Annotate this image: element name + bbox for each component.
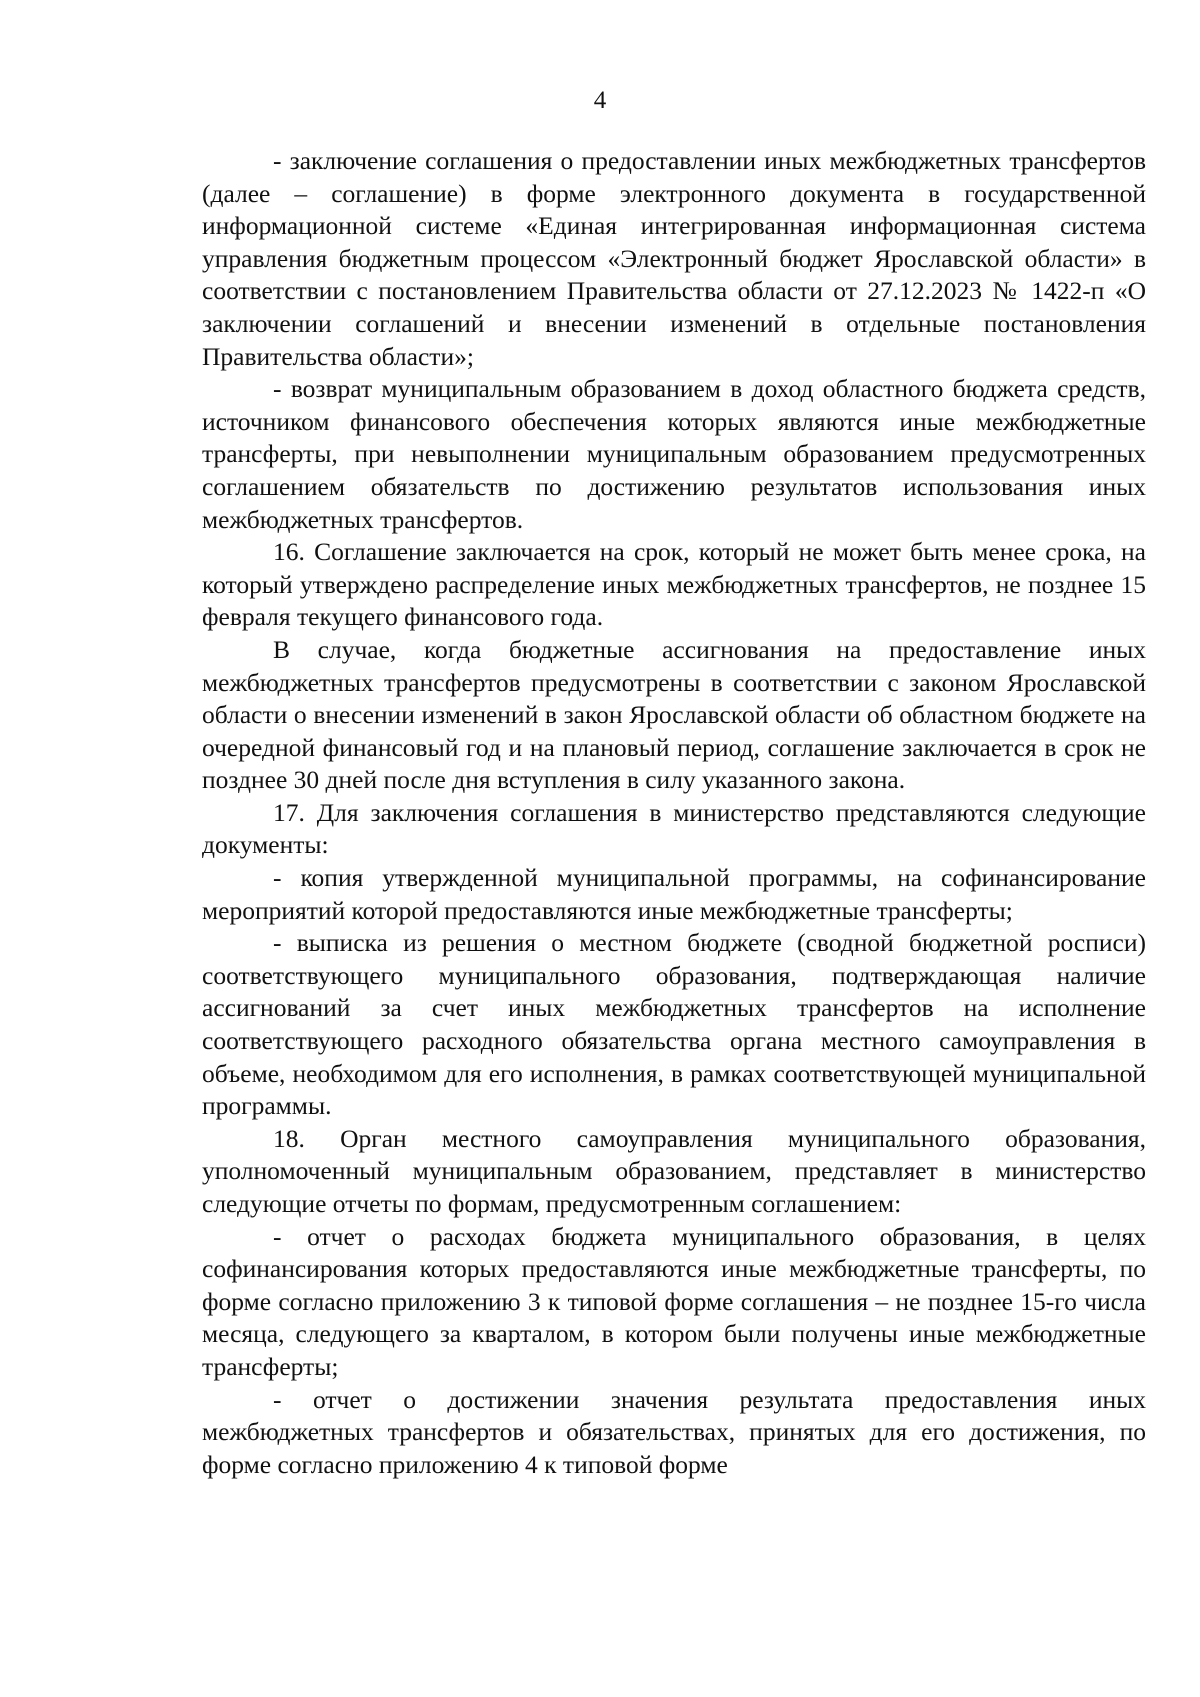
paragraph-result-report: - отчет о достижении значения результата предоставления иных межбюджетных трансфертов и обязательствах, принятых для его достижения, по форме согласно приложению 4 к типовой форме (202, 1384, 1146, 1479)
page-number: 4 (593, 87, 607, 114)
paragraph-budget-extract: - выписка из решения о местном бюджете (сводной бюджетной росписи) соответствующего муниципального образования, подтверждающая наличие ассигнований за счет иных межбюджетных трансфертов на исполнение соответствующего расходного обязательства органа местного самоуправления в объеме, необходимом для его исполнения, в рамках соответствующей муниципальной программы. (202, 928, 1146, 1121)
paragraph-budget-allocation-case: В случае, когда бюджетные ассигнования на предоставление иных межбюджетных трансфертов предусмотрены в соответствии с законом Ярославской области о внесении изменений в закон Ярославской области об областном бюджете на очередной финансовый год и на плановый период, соглашение заключается в срок не позднее 30 дней после дня вступления в силу указанного закона. (202, 634, 1146, 795)
paragraph-funds-return: - возврат муниципальным образованием в доход областного бюджета средств, источником финансового обеспечения которых являются иные межбюджетные трансферты, при невыполнении муниципальным образованием предусмотренных соглашением обязательств по достижению результатов использования иных межбюджетных трансфертов. (202, 374, 1146, 534)
paragraph-program-copy: - копия утвержденной муниципальной программы, на софинансирование мероприятий которой предоставляются иные межбюджетные трансферты; (202, 863, 1146, 925)
paragraph-item-17: 17. Для заключения соглашения в министерство представляются следующие документы: (202, 797, 1146, 860)
paragraph-expense-report: - отчет о расходах бюджета муниципального образования, в целях софинансирования которых предоставляются иные межбюджетные трансферты, по форме согласно приложению 3 к типовой форме соглашения – не позднее 15-го числа месяца, следующего за кварталом, в котором были получены иные межбюджетные трансферты; (202, 1221, 1146, 1381)
document-body (202, 145, 1146, 1481)
paragraph-agreement-conclusion: - заключение соглашения о предоставлении иных межбюджетных трансфертов (далее – соглашение) в форме электронного документа в государственной информационной системе «Единая интегрированная информационная система управления бюджетным процессом «Электронный бюджет Ярославской области» в соответствии с постановлением Правительства области от 27.12.2023 № 1422-п «О заключении соглашений и внесении изменений в отдельные постановления Правительства области»; (202, 146, 1146, 371)
paragraph-item-16: 16. Соглашение заключается на срок, который не может быть менее срока, на который утверждено распределение иных межбюджетных трансфертов, не позднее 15 февраля текущего финансового года. (202, 537, 1146, 632)
paragraph-item-18: 18. Орган местного самоуправления муниципального образования, уполномоченный муниципальным образованием, представляет в министерство следующие отчеты по формам, предусмотренным соглашением: (202, 1123, 1146, 1218)
